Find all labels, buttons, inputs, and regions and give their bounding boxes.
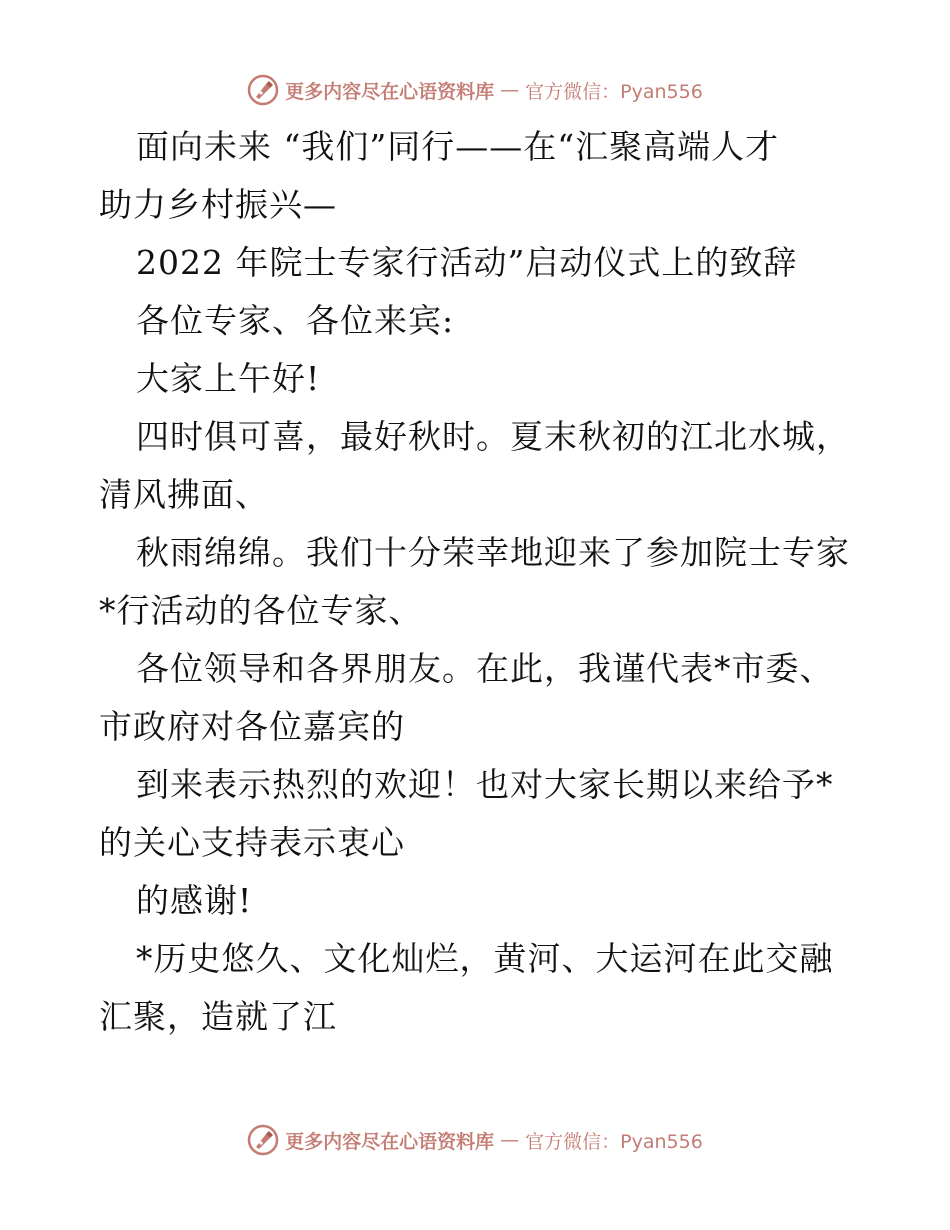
- title-line-2: 助力乡村振兴—: [99, 185, 337, 224]
- watermark-separator: —: [500, 79, 520, 101]
- watermark-separator: —: [500, 1129, 520, 1151]
- paragraph-line: 到来表示热烈的欢迎！也对大家长期以来给予*: [136, 765, 834, 804]
- salutation: 各位专家、各位来宾:: [136, 301, 455, 340]
- watermark-brand: 更多内容尽在心语资料库: [285, 80, 495, 103]
- paragraph-line: 各位领导和各界朋友。在此，我谨代表*市委、: [136, 649, 834, 688]
- paragraph-line: 的感谢!: [136, 881, 253, 920]
- pen-nib-logo-icon: [247, 1124, 279, 1156]
- pen-nib-logo-icon: [247, 74, 279, 106]
- paragraph-line: 的关心支持表示衷心: [99, 823, 405, 862]
- paragraph-line: *行活动的各位专家、: [99, 591, 423, 630]
- watermark-brand: 更多内容尽在心语资料库: [285, 1130, 495, 1153]
- document-body: [99, 118, 859, 1046]
- header-watermark: [0, 70, 950, 110]
- greeting: 大家上午好!: [136, 359, 321, 398]
- footer-watermark: [0, 1120, 950, 1160]
- paragraph-line: 清风拂面、: [99, 475, 269, 514]
- paragraph-line: 汇聚，造就了江: [99, 997, 337, 1036]
- title-line-3: 2022 年院士专家行活动”启动仪式上的致辞: [136, 243, 798, 282]
- paragraph-line: 市政府对各位嘉宾的: [99, 707, 405, 746]
- paragraph-line: *历史悠久、文化灿烂，黄河、大运河在此交融: [136, 939, 834, 978]
- paragraph-line: 秋雨绵绵。我们十分荣幸地迎来了参加院士专家: [136, 533, 850, 572]
- watermark-contact: 官方微信：Pyan556: [525, 80, 703, 103]
- watermark-contact: 官方微信：Pyan556: [525, 1130, 703, 1153]
- title-line-1: 面向未来 “我们”同行——在“汇聚高端人才: [136, 127, 780, 166]
- paragraph-line: 四时俱可喜，最好秋时。夏末秋初的江北水城，: [136, 417, 850, 456]
